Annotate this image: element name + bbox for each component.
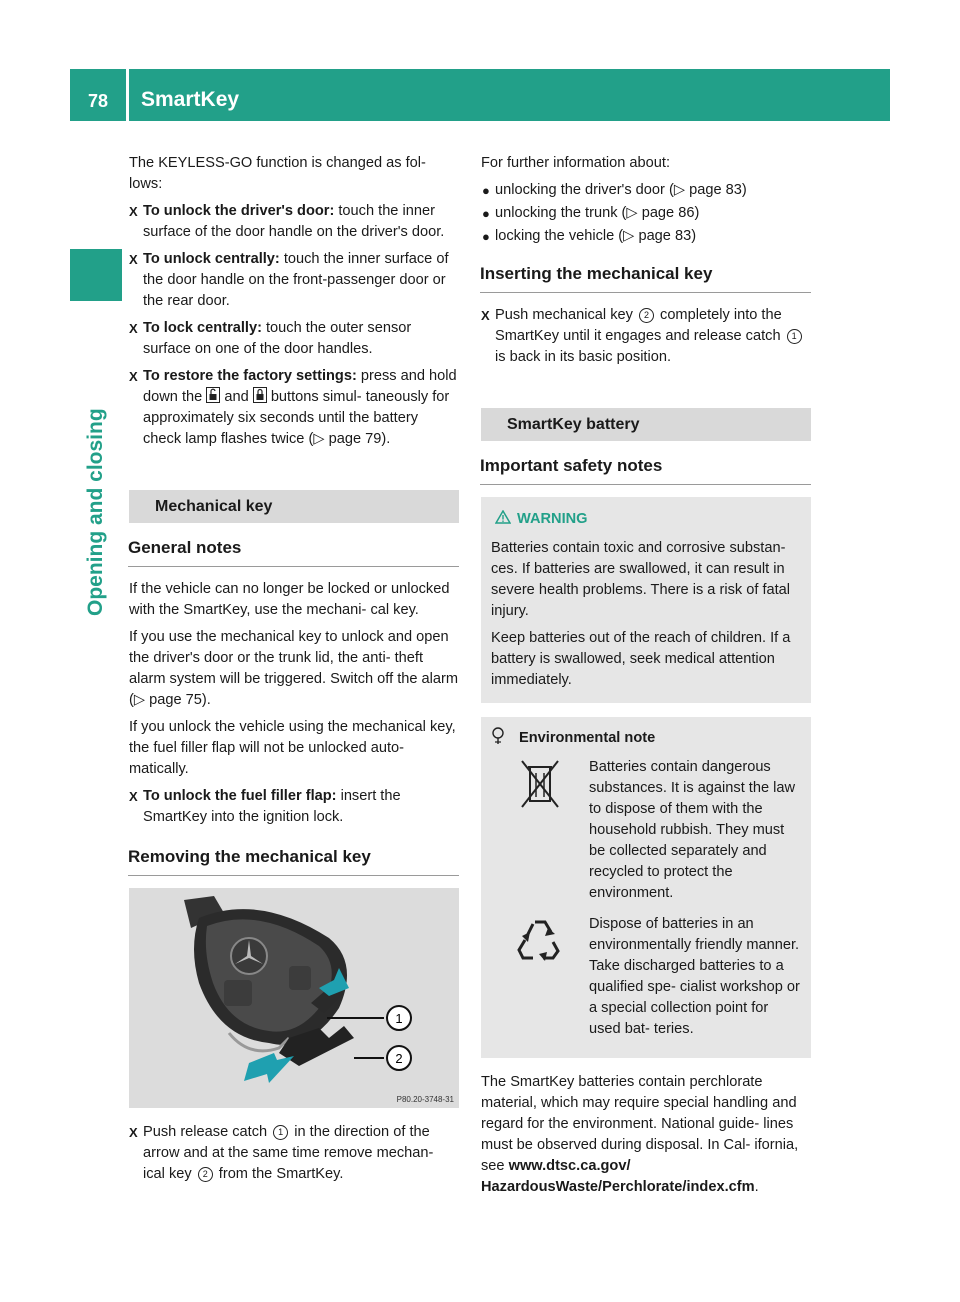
circled-2-icon: 2	[198, 1167, 213, 1182]
lightbulb-icon	[491, 727, 505, 745]
environmental-note-title: Environmental note	[491, 727, 801, 749]
circled-2-icon: 2	[639, 308, 654, 323]
lock-button-icon	[253, 387, 267, 403]
mechanical-key-heading: Mechanical key	[129, 490, 459, 523]
environmental-note-box	[481, 717, 811, 1058]
crossed-bin-icon	[518, 757, 562, 813]
arrow-icon: X	[481, 308, 490, 323]
unlock-button-icon	[206, 387, 220, 403]
warning-text-1: Batteries contain toxic and corrosive substan- ces. If batteries are swallowed, it can result in severe health problems. There is a risk of fatal injury.	[491, 540, 791, 619]
smartkey-illustration	[129, 888, 459, 1108]
circled-1-icon: 1	[273, 1125, 288, 1140]
arrow-icon: X	[129, 204, 138, 219]
perchlorate-text: The SmartKey batteries contain perchlorate material, which may require special handling and regard for the environment. National guide- lines must be observed during disposal. In Cal- ifornia, see www.dtsc.ca.gov/ HazardousWaste/Perchlorate/index.cfm.	[481, 1074, 799, 1195]
ref-lock-vehicle: ● locking the vehicle (▷ page 83)	[482, 228, 697, 244]
inserting-key-heading: Inserting the mechanical key	[480, 263, 811, 293]
warning-box	[481, 497, 811, 703]
general-notes-p1: If the vehicle can no longer be locked or unlocked with the SmartKey, use the mechani- cal key.	[129, 581, 450, 618]
side-tab-marker	[70, 249, 122, 301]
ref-unlock-driver: ● unlocking the driver's door (▷ page 83)	[482, 182, 747, 198]
ref-unlock-trunk: ● unlocking the trunk (▷ page 86)	[482, 205, 700, 221]
removing-key-heading: Removing the mechanical key	[128, 846, 459, 876]
general-notes-heading: General notes	[128, 537, 459, 567]
left-column	[129, 153, 459, 1191]
warning-title: WARNING	[491, 509, 801, 530]
safety-notes-heading: Important safety notes	[480, 455, 811, 485]
intro-text: The KEYLESS-GO function is changed as fol- lows:	[129, 155, 426, 192]
smartkey-battery-heading: SmartKey battery	[481, 408, 811, 441]
step-release-catch: X Push release catch 1 in the direction of the arrow and at the same time remove mechan- ical key 2 from the SmartKey.	[129, 1124, 434, 1182]
callout-2: 2	[395, 1051, 403, 1066]
general-notes-p3: If you unlock the vehicle using the mechanical key, the fuel filler flap will not be unlocked auto- matically.	[129, 719, 456, 777]
arrow-icon: X	[129, 252, 138, 267]
header-divider	[126, 69, 129, 121]
right-column	[481, 153, 811, 1204]
page-title: SmartKey	[141, 88, 240, 111]
step-unlock-central: X To unlock centrally: touch the inner surface of the door handle on the front-passenger door or the rear door.	[129, 251, 449, 309]
arrow-icon: X	[129, 321, 138, 336]
environmental-note-text-2: Dispose of batteries in an environmentally friendly manner. Take discharged batteries to a qualified spe- cialist workshop or a special collection point for used bat- teries.	[589, 916, 800, 1037]
step-factory-reset: X To restore the factory settings: press and hold down the and buttons simul- taneously for approximately six seconds until the battery check lamp flashes twice (▷ page 79).	[129, 368, 457, 447]
circled-1-icon: 1	[787, 329, 802, 344]
step-unlock-driver: X To unlock the driver's door: touch the inner surface of the door handle on the driver's door.	[129, 203, 445, 240]
side-tab-label: Opening and closing	[84, 408, 107, 616]
step-fuel-flap: X To unlock the fuel filler flap: insert the SmartKey into the ignition lock.	[129, 788, 401, 825]
further-info-text: For further information about:	[481, 155, 670, 171]
arrow-icon: X	[129, 789, 138, 804]
arrow-icon: X	[129, 1125, 138, 1140]
dtsc-link[interactable]: www.dtsc.ca.gov/ HazardousWaste/Perchlorate/index.cfm	[481, 1158, 755, 1195]
image-code: P80.20-3748-31	[396, 1095, 454, 1104]
general-notes-p2: If you use the mechanical key to unlock and open the driver's door or the trunk lid, the anti- theft alarm system will be triggered. Switch off the alarm (▷ page 75).	[129, 629, 459, 708]
callout-1: 1	[395, 1011, 403, 1026]
warning-text-2: Keep batteries out of the reach of children. If a battery is swallowed, seek medical attention immediately.	[491, 630, 791, 688]
step-insert-key: X Push mechanical key 2 completely into the SmartKey until it engages and release catch 1 is back in its basic position.	[481, 305, 811, 368]
environmental-note-text-1: Batteries contain dangerous substances. It is against the law to dispose of them with the household rubbish. They must be collected separately and recycled to protect the environment.	[589, 759, 796, 901]
step-lock-central: X To lock centrally: touch the outer sensor surface on one of the door handles.	[129, 320, 412, 357]
arrow-icon: X	[129, 369, 138, 384]
warning-triangle-icon	[495, 510, 511, 524]
page-number: 78	[87, 91, 109, 111]
recycling-icon	[515, 914, 565, 964]
